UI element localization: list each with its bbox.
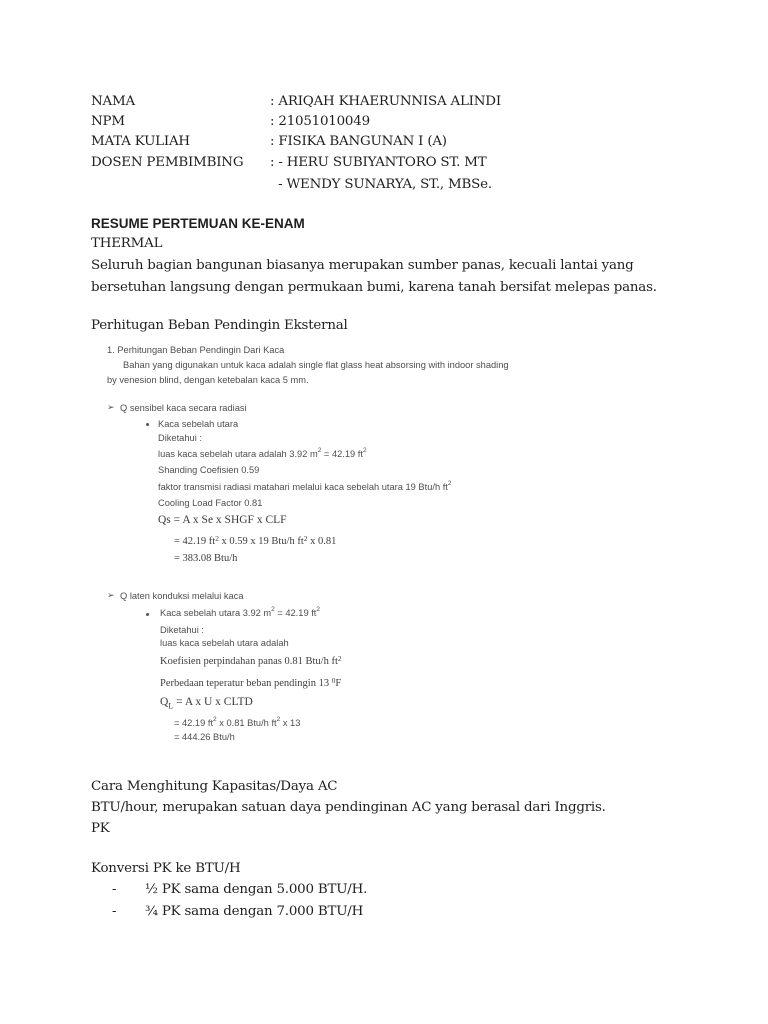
kaca2-line: Kaca sebelah utara 3.92 $m^2 = 42.19$ $ft^2$ bbox=[160, 606, 320, 618]
btu-line: BTU/hour, merupakan satuan daya pendinginan AC yang berasal dari Inggris. bbox=[91, 800, 606, 815]
diketahui-label: Diketahui : bbox=[158, 433, 202, 443]
faktor-line: faktor transmisi radiasi matahari melalui kaca sebelah utara 19 Btu/h $ft^2$ bbox=[158, 480, 452, 492]
identity-key: DOSEN PEMBIMBING bbox=[91, 155, 244, 170]
ql-result: = 444.26 Btu/h bbox=[174, 732, 235, 742]
list-text: ¾ PK sama dengan 7.000 BTU/H bbox=[145, 904, 364, 919]
koef-line: Koefisien perpindahan panas 0.81 Btu/h $ft^2$ bbox=[160, 654, 342, 667]
perbedaan-line: Perbedaan teperatur beban pendingin 13 $^0$F bbox=[160, 676, 342, 689]
identity-key: NAMA bbox=[91, 94, 135, 109]
arrow-bullet-icon: ➢ bbox=[107, 590, 115, 600]
qs-result: = 383.08 Btu/h bbox=[174, 553, 238, 564]
identity-key: MATA KULIAH bbox=[91, 134, 190, 149]
diketahui2-label: Diketahui : bbox=[160, 625, 204, 635]
clf-line: Cooling Load Factor 0.81 bbox=[158, 498, 263, 508]
luas-line: luas kaca sebelah utara adalah 3.92 $m^2 = 42.19$ $ft^2$ bbox=[158, 447, 367, 459]
thermal-paragraph: Seluruh bagian bangunan biasanya merupakan sumber panas, kecuali lantai yang bersetuhan langsung dengan permukaan bumi, karena tanah bersifat melepas panas. bbox=[91, 258, 657, 295]
section-title: Perhitugan Beban Pendingin Eksternal bbox=[91, 318, 348, 333]
material-line: Bahan yang digunakan untuk kaca adalah single flat glass heat absorsing with indoor shading bbox=[123, 360, 509, 370]
identity-value: - WENDY SUNARYA, ST., MBSe. bbox=[270, 177, 492, 192]
identity-value: : 21051010049 bbox=[270, 114, 370, 129]
bullet-dot-icon bbox=[146, 423, 149, 426]
embedded-calculation-image bbox=[96, 338, 516, 750]
identity-value: : ARIQAH KHAERUNNISA ALINDI bbox=[270, 94, 501, 109]
q-laten-label: Q laten konduksi melalui kaca bbox=[120, 591, 244, 601]
qs-formula: Qs = A x Se x SHGF x CLF bbox=[158, 514, 287, 526]
shanding-line: Shanding Coefisien 0.59 bbox=[158, 465, 260, 475]
thermal-heading: THERMAL bbox=[91, 236, 163, 251]
konversi-heading: Konversi PK ke BTU/H bbox=[91, 861, 241, 876]
list-dash: - bbox=[112, 882, 117, 897]
ql-calc: = 42.19 $ft^2$ x 0.81 Btu/h $ft^2$ x 13 bbox=[174, 716, 301, 728]
pk-label: PK bbox=[91, 821, 110, 836]
item-heading: 1. Perhitungan Beban Pendingin Dari Kaca bbox=[107, 345, 285, 355]
luas2-line: luas kaca sebelah utara adalah bbox=[160, 638, 289, 648]
identity-value: : FISIKA BANGUNAN I (A) bbox=[270, 134, 447, 149]
qs-calc: = 42.19 $ft^2$ x 0.59 x 19 Btu/h $ft^2$ x 0.81 bbox=[174, 534, 337, 547]
ac-heading: Cara Menghitung Kapasitas/Daya AC bbox=[91, 779, 338, 794]
arrow-bullet-icon: ➢ bbox=[107, 402, 115, 412]
identity-value: : - HERU SUBIYANTORO ST. MT bbox=[270, 155, 487, 170]
list-dash: - bbox=[112, 904, 117, 919]
q-sensibel-label: Q sensibel kaca secara radiasi bbox=[120, 403, 247, 413]
kaca-label: Kaca sebelah utara bbox=[158, 419, 239, 429]
list-text: ½ PK sama dengan 5.000 BTU/H. bbox=[145, 882, 368, 897]
ql-formula: $Q_L = A$ x U x CLTD bbox=[160, 696, 253, 711]
identity-key: NPM bbox=[91, 114, 125, 129]
material-line: by venesion blind, dengan ketebalan kaca 5 mm. bbox=[107, 375, 309, 385]
resume-title: RESUME PERTEMUAN KE-ENAM bbox=[91, 216, 305, 231]
bullet-dot-icon bbox=[146, 613, 149, 616]
